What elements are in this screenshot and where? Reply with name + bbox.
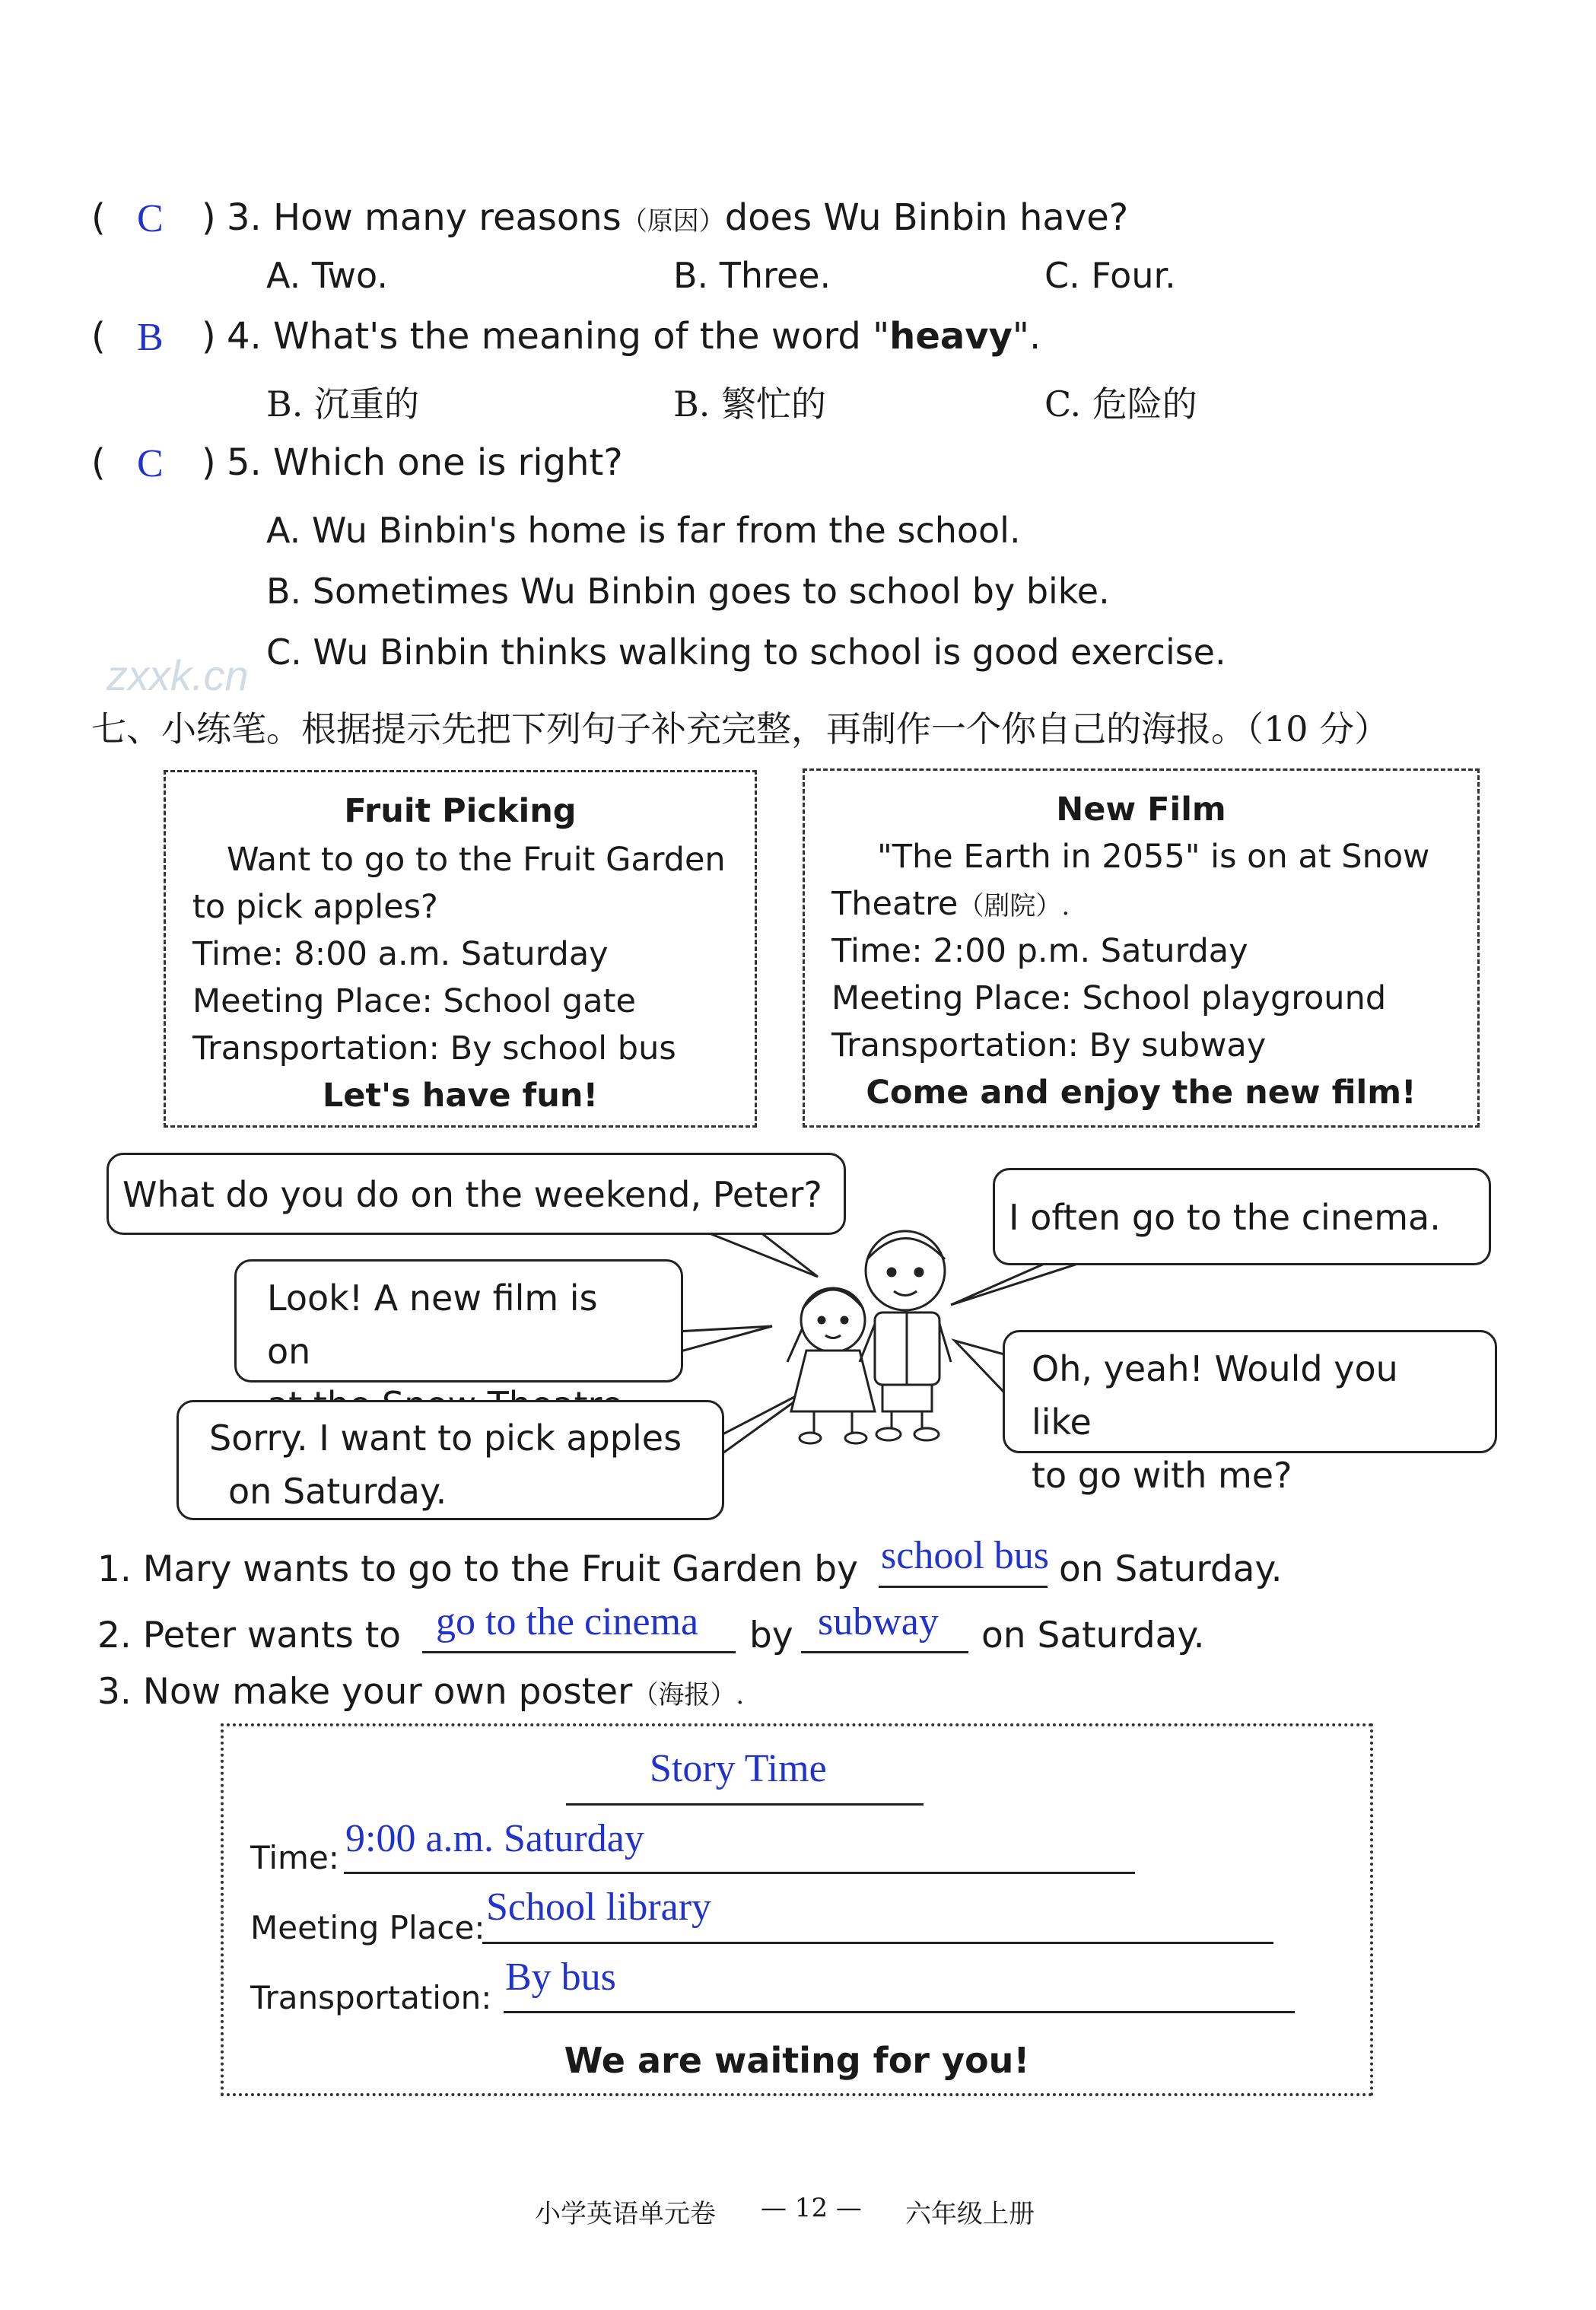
sentence-2-blank-1 [422, 1651, 736, 1653]
sentence-1-start: 1. Mary wants to go to the Fruit Garden by [97, 1548, 858, 1590]
q3-text-after: does Wu Binbin have? [724, 196, 1129, 239]
sentence-2-answer-1: go to the cinema [436, 1600, 699, 1643]
fruit-poster-closing: Let's have fun! [322, 1077, 599, 1115]
section-7-title: 七、小练笔。根据提示先把下列句子补充完整，再制作一个你自己的海报。（10 分） [91, 708, 1390, 749]
bubble-2-text: I often go to the cinema. [1009, 1197, 1441, 1238]
my-poster-time-label: Time: [250, 1839, 339, 1876]
speech-bubble-5 [176, 1400, 724, 1520]
fruit-poster-transport: Transportation: By school bus [192, 1029, 676, 1068]
bubble-2-tail [951, 1263, 1080, 1305]
sentence-2-by: by [749, 1615, 793, 1656]
my-poster-place-value: School library [486, 1885, 712, 1929]
bubble-3-line-1: Look! A new film is on [267, 1278, 598, 1372]
film-poster-title: New Film [1056, 791, 1226, 829]
bubble-1-text: What do you do on the weekend, Peter? [122, 1174, 822, 1215]
q5-option-b: B. Sometimes Wu Binbin goes to school by bike. [266, 571, 1110, 612]
film-poster-line1: "The Earth in 2055" is on at Snow [877, 838, 1430, 876]
my-poster-transport-label: Transportation: [250, 1979, 492, 2016]
q4-option-a: B. 沉重的 [266, 383, 420, 425]
watermark: zxxk.cn [107, 651, 249, 699]
sentence-3-note: （海报）. [632, 1680, 745, 1710]
q4-bold-word: heavy [889, 315, 1013, 358]
sentence-2-end: on Saturday. [981, 1615, 1205, 1656]
sentence-2-blank-2 [801, 1651, 968, 1653]
my-poster-title: Story Time [650, 1747, 827, 1790]
speech-bubble-1 [107, 1153, 846, 1235]
sentence-1-end: on Saturday. [1059, 1548, 1283, 1590]
sentence-2-answer-2: subway [818, 1600, 939, 1643]
my-poster-title-line [566, 1803, 924, 1806]
fruit-poster-time: Time: 8:00 a.m. Saturday [192, 935, 609, 973]
film-poster-transport: Transportation: By subway [831, 1026, 1267, 1064]
sentence-3-text: 3. Now make your own poster [97, 1671, 633, 1713]
fruit-poster-line1: Want to go to the Fruit Garden [227, 841, 726, 879]
my-poster-time-line [344, 1872, 1135, 1874]
speech-bubble-4 [1003, 1330, 1497, 1496]
answer-5: C [137, 442, 164, 485]
fruit-poster-title: Fruit Picking [344, 792, 577, 830]
film-poster-place: Meeting Place: School playground [831, 979, 1387, 1017]
my-poster-place-line [482, 1942, 1273, 1944]
q4-text: 4. What's the meaning of the word " [227, 315, 890, 358]
answer-4: B [137, 316, 164, 359]
bubble-3-tail [669, 1326, 772, 1354]
q4-option-c: C. 危险的 [1044, 383, 1197, 425]
bubble-4-line-1: Oh, yeah! Would you like [1032, 1348, 1398, 1443]
my-poster-place-label: Meeting Place: [250, 1909, 485, 1946]
answer-3: C [137, 197, 164, 240]
my-poster-time-value: 9:00 a.m. Saturday [345, 1817, 644, 1860]
speech-bubble-3 [234, 1259, 683, 1382]
film-poster-line2-text: Theatre [831, 885, 959, 923]
paren-open: ( [91, 196, 106, 239]
girl-figure [787, 1288, 875, 1443]
my-poster-transport-value: By bus [505, 1955, 616, 1999]
q4-option-b: B. 繁忙的 [673, 383, 827, 425]
sentence-2-start: 2. Peter wants to [97, 1615, 402, 1656]
film-poster-closing: Come and enjoy the new film! [866, 1074, 1416, 1112]
bubble-5-line-1: Sorry. I want to pick apples [209, 1418, 682, 1459]
film-poster-line2-note: （剧院）. [958, 891, 1070, 921]
q3-text: 3. How many reasons [227, 196, 622, 239]
q4-text-after: ". [1012, 315, 1041, 358]
film-poster-time: Time: 2:00 p.m. Saturday [831, 932, 1248, 970]
q3-option-c: C. Four. [1044, 255, 1176, 296]
my-poster [221, 1723, 1373, 2096]
footer-grade: 六年级上册 [905, 2199, 1035, 2229]
q3-note: （原因） [621, 206, 725, 237]
my-poster-closing: We are waiting for you! [564, 2040, 1030, 2081]
sentence-1-blank [879, 1586, 1048, 1588]
q5-text: 5. Which one is right? [227, 441, 623, 484]
bubble-4-tail [955, 1341, 1004, 1392]
paren-close: ) [202, 441, 216, 484]
q3-option-b: B. Three. [673, 255, 831, 296]
fruit-poster-line2: to pick apples? [192, 888, 438, 926]
paren-open: ( [91, 441, 106, 484]
bubble-5-line-2: on Saturday. [228, 1471, 447, 1512]
q5-option-c: C. Wu Binbin thinks walking to school is good exercise. [266, 632, 1226, 673]
fruit-poster-place: Meeting Place: School gate [192, 982, 636, 1020]
sentence-1-answer: school bus [881, 1534, 1049, 1577]
q5-option-a: A. Wu Binbin's home is far from the school. [266, 510, 1021, 551]
sentence-3 [97, 1671, 744, 1713]
paren-close: ) [202, 196, 216, 239]
bubble-1-tail [707, 1233, 818, 1277]
my-poster-transport-line [504, 2011, 1295, 2013]
q3-option-a: A. Two. [266, 255, 388, 296]
paren-open: ( [91, 315, 106, 358]
bubble-4-line-2: to go with me? [1032, 1455, 1292, 1496]
paren-close: ) [202, 315, 216, 358]
footer-book-title: 小学英语单元卷 [535, 2199, 716, 2229]
speech-bubble-2 [993, 1168, 1491, 1265]
footer-page-number: — 12 — [761, 2193, 862, 2223]
